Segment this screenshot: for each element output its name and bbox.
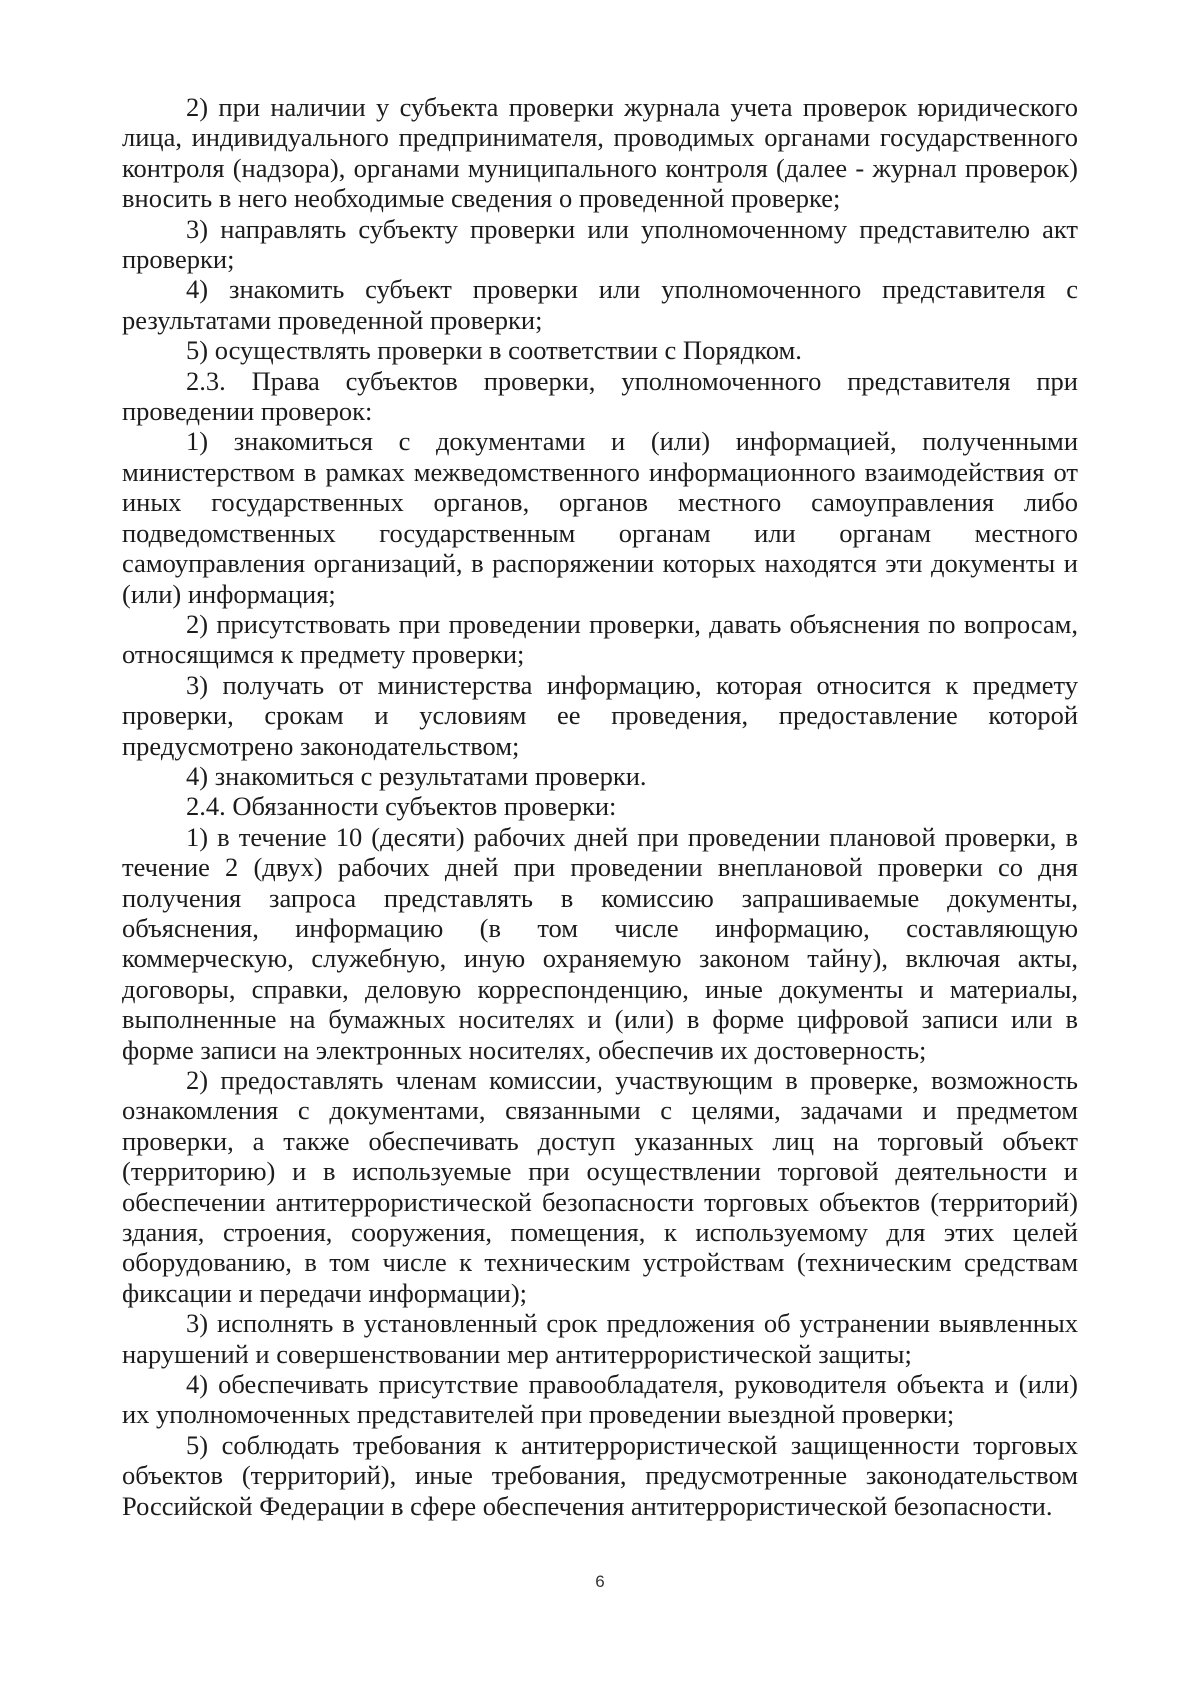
- paragraph-2-2-item-4: 4) знакомить субъект проверки или уполномоченного представителя с результатами проведенной проверки;: [122, 274, 1078, 335]
- paragraph-2-2-item-5: 5) осуществлять проверки в соответствии с Порядком.: [186, 335, 802, 366]
- paragraph-2-3-item-4: 4) знакомиться с результатами проверки.: [186, 760, 647, 791]
- paragraph-2-4-item-2: 2) предоставлять членам комиссии, участвующим в проверке, возможность ознакомления с документами, связанными с целями, задачами и предметом проверки, а также обеспечивать доступ указанных лиц на торговый объект (территорию) и в используемые при осуществлении торговой деятельности и обеспечении антитеррористической безопасности торговых объектов (территорий) здания, строения, сооружения, помещения, к используемому для этих целей оборудованию, в том числе к техническим устройствам (техническим средствам фиксации и передачи информации);: [122, 1065, 1078, 1308]
- paragraph-2-4-item-4: 4) обеспечивать присутствие правообладателя, руководителя объекта и (или) их уполномоченных представителей при проведении выездной проверки;: [122, 1369, 1078, 1430]
- paragraph-2-4-item-3: 3) исполнять в установленный срок предложения об устранении выявленных нарушений и совершенствовании мер антитеррористической защиты;: [122, 1308, 1078, 1369]
- paragraph-2-4-item-1: 1) в течение 10 (десяти) рабочих дней при проведении плановой проверки, в течение 2 (двух) рабочих дней при проведении внеплановой проверки со дня получения запроса представлять в комиссию запрашиваемые документы, объяснения, информацию (в том числе информацию, составляющую коммерческую, служебную, иную охраняемую законом тайну), включая акты, договоры, справки, деловую корреспонденцию, иные документы и материалы, выполненные на бумажных носителях и (или) в форме цифровой записи или в форме записи на электронных носителях, обеспечив их достоверность;: [122, 821, 1078, 1065]
- paragraph-2-2-item-3: 3) направлять субъекту проверки или уполномоченному представителю акт проверки;: [122, 213, 1078, 275]
- paragraph-2-3-item-1: 1) знакомиться с документами и (или) информацией, полученными министерством в рамках межведомственного информационного взаимодействия от иных государственных органов, органов местного самоуправления либо подведомственных государственным органам или органам местного самоуправления организаций, в распоряжении которых находятся эти документы и (или) информация;: [122, 426, 1078, 609]
- page-number: 6: [595, 1572, 605, 1591]
- paragraph-2-4-item-5: 5) соблюдать требования к антитеррористической защищенности торговых объектов (территорий), иные требования, предусмотренные законодательством Российской Федерации в сфере обеспечения антитеррористической безопасности.: [122, 1429, 1078, 1521]
- section-2-3-heading: 2.3. Права субъектов проверки, уполномоченного представителя при проведении проверок:: [122, 365, 1078, 427]
- paragraph-2-3-item-2: 2) присутствовать при проведении проверки, давать объяснения по вопросам, относящимся к предмету проверки;: [122, 608, 1078, 670]
- paragraph-2-3-item-3: 3) получать от министерства информацию, которая относится к предмету проверки, срокам и условиям ее проведения, предоставление которой предусмотрено законодательством;: [122, 669, 1078, 761]
- paragraph-2-2-item-2: 2) при наличии у субъекта проверки журнала учета проверок юридического лица, индивидуального предпринимателя, проводимых органами государственного контроля (надзора), органами муниципального контроля (далее - журнал проверок) вносить в него необходимые сведения о проведенной проверке;: [122, 92, 1078, 214]
- section-2-4-heading: 2.4. Обязанности субъектов проверки:: [186, 791, 617, 822]
- document-body: [122, 92, 1078, 1521]
